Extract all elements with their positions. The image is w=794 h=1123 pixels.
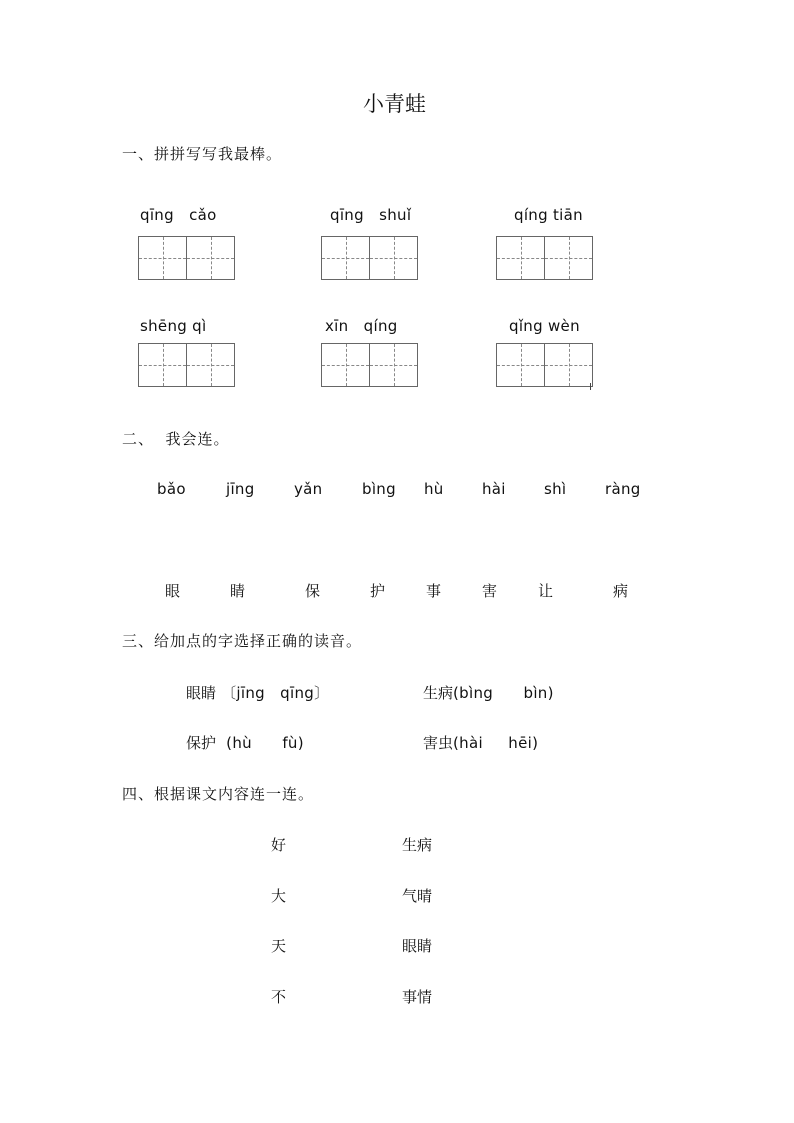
grid-cell[interactable] — [496, 236, 544, 280]
match-char[interactable]: 事 — [426, 582, 442, 600]
grid-cell[interactable] — [321, 236, 369, 280]
match-char[interactable]: 保 — [305, 582, 321, 600]
reading-item[interactable] — [186, 682, 329, 703]
match-left[interactable]: 好 — [271, 836, 287, 854]
match-pinyin[interactable]: hài — [482, 480, 506, 498]
page-title: 小青蛙 — [363, 92, 426, 116]
pinyin-6: qǐng wèn — [509, 317, 580, 335]
match-char[interactable]: 睛 — [230, 582, 246, 600]
section-3-heading: 三、给加点的字选择正确的读音。 — [122, 632, 363, 650]
grid-cell[interactable] — [544, 236, 592, 280]
match-char[interactable]: 让 — [538, 582, 554, 600]
reading-options[interactable]: (hù fù) — [221, 734, 304, 752]
match-right[interactable]: 眼睛 — [402, 937, 433, 955]
match-char[interactable]: 眼 — [165, 582, 181, 600]
grid-cell[interactable] — [186, 236, 234, 280]
match-char[interactable]: 害 — [482, 582, 498, 600]
grid-cell[interactable] — [544, 343, 592, 387]
reading-word: 害虫 — [423, 734, 454, 752]
pinyin-5: xīn qíng — [325, 317, 398, 335]
grid-cell[interactable] — [186, 343, 234, 387]
match-pinyin[interactable]: shì — [544, 480, 567, 498]
writing-grid-5[interactable] — [321, 343, 418, 387]
pinyin-3: qíng tiān — [514, 206, 583, 224]
grid-cell[interactable] — [138, 236, 186, 280]
reading-word: 保护 — [186, 734, 217, 752]
grid-cell[interactable] — [496, 343, 544, 387]
reading-word: 生病 — [423, 684, 454, 702]
pinyin-1: qīng cǎo — [140, 206, 217, 224]
pinyin-2: qīng shuǐ — [330, 206, 412, 224]
reading-options[interactable]: (bìng bìn) — [453, 684, 554, 702]
grid-cell[interactable] — [369, 343, 417, 387]
match-pinyin[interactable]: bǎo — [157, 480, 186, 498]
match-left[interactable]: 天 — [271, 937, 287, 955]
match-char[interactable]: 病 — [613, 582, 629, 600]
reading-options[interactable]: (hài hēi) — [453, 734, 539, 752]
match-pinyin[interactable]: bìng — [362, 480, 396, 498]
match-char[interactable]: 护 — [370, 582, 386, 600]
grid-cell[interactable] — [369, 236, 417, 280]
reading-options[interactable]: 〔jīng qīng〕 — [221, 684, 330, 702]
match-pinyin[interactable]: hù — [424, 480, 444, 498]
match-pinyin[interactable]: jīng — [226, 480, 255, 498]
match-left[interactable]: 大 — [271, 887, 287, 905]
writing-grid-1[interactable] — [138, 236, 235, 280]
match-right[interactable]: 气晴 — [402, 887, 433, 905]
reading-item[interactable] — [186, 732, 304, 753]
writing-grid-4[interactable] — [138, 343, 235, 387]
reading-item[interactable] — [423, 732, 538, 753]
match-pinyin[interactable]: yǎn — [294, 480, 323, 498]
pinyin-4: shēng qì — [140, 317, 207, 335]
writing-grid-6[interactable] — [496, 343, 593, 387]
match-left[interactable]: 不 — [271, 988, 287, 1006]
writing-grid-2[interactable] — [321, 236, 418, 280]
section-1-heading: 一、拼拼写写我最棒。 — [122, 145, 283, 163]
reading-item[interactable] — [423, 682, 554, 703]
reading-word: 眼睛 — [186, 684, 217, 702]
match-right[interactable]: 生病 — [402, 836, 433, 854]
match-pinyin[interactable]: ràng — [605, 480, 641, 498]
section-2-heading: 二、 我会连。 — [122, 430, 230, 448]
match-right[interactable]: 事情 — [402, 988, 433, 1006]
grid-cell[interactable] — [138, 343, 186, 387]
section-4-heading: 四、根据课文内容连一连。 — [122, 785, 315, 803]
writing-grid-3[interactable] — [496, 236, 593, 280]
stray-mark — [590, 383, 591, 390]
grid-cell[interactable] — [321, 343, 369, 387]
